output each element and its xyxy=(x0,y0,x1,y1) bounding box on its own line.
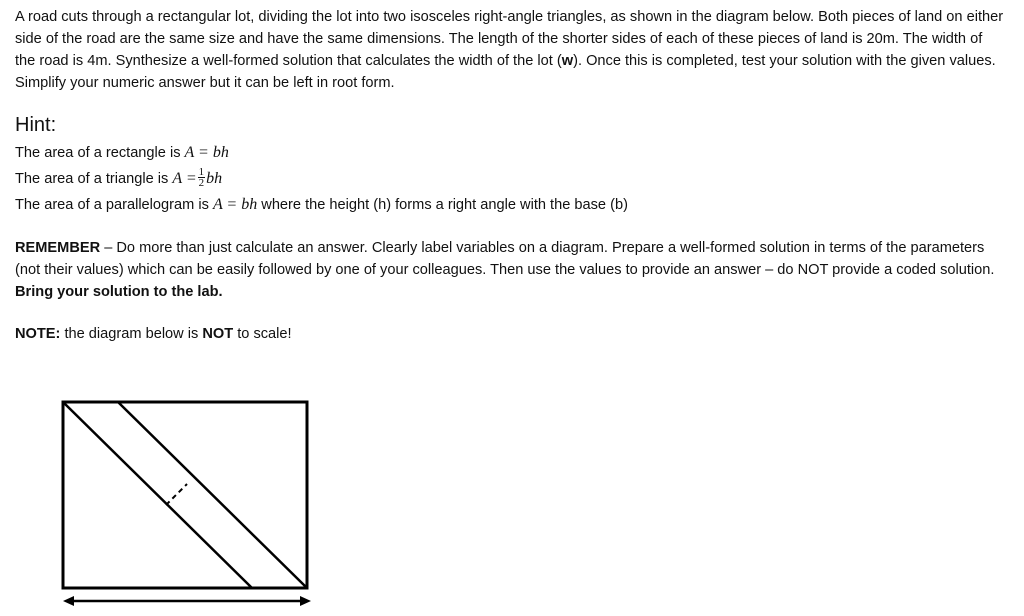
triangle-formula-lhs: A = xyxy=(172,170,197,187)
road-edge-left xyxy=(63,402,252,588)
one-half-fraction xyxy=(198,167,206,188)
road-width-dashed-line xyxy=(166,484,187,505)
road-edge-right xyxy=(118,402,307,588)
fraction-denominator: 2 xyxy=(198,176,205,189)
problem-text-part1: A road cuts through a rectangular lot, dividing the lot into two isosceles right-angle triangles, as shown in the diagram below. Both pieces of land on either side of the road are the same size and have the same dimensions. The length of the shorter sides of each of these pieces of land is 20m. The width of the road is 4m. Synthesize a well-formed solution that calculates the width of the lot ( xyxy=(15,9,1004,69)
hint-rectangle-line xyxy=(15,140,1005,166)
remember-label: REMEMBER xyxy=(15,240,101,256)
remember-bold-end: Bring your solution to the lab. xyxy=(15,284,223,300)
problem-text-part2: ). Once this is completed, test your solution with the given values. Simplify your numeric answer but it can be left in root form. xyxy=(15,53,996,91)
note-text-after: to scale! xyxy=(233,326,292,342)
rectangle-area-formula: A = bh xyxy=(184,144,229,161)
hint-triangle-line xyxy=(15,166,1005,192)
remember-paragraph xyxy=(15,237,1005,303)
note-text-before: the diagram below is xyxy=(60,326,203,342)
note-bold-not: NOT xyxy=(202,326,234,342)
road-lot-diagram xyxy=(55,395,325,611)
parallelogram-area-formula: A = bh xyxy=(212,196,258,213)
hint-rectangle-text: The area of a rectangle is xyxy=(15,145,185,161)
lot-width-arrowhead-left xyxy=(63,596,74,606)
hint-triangle-text: The area of a triangle is xyxy=(15,171,173,187)
lot-width-arrowhead-right xyxy=(300,596,311,606)
note-label: NOTE: xyxy=(15,326,61,342)
triangle-formula-rhs: bh xyxy=(206,170,223,187)
hint-parallelogram-line xyxy=(15,192,1005,218)
problem-w-variable: w xyxy=(561,53,574,69)
remember-text: – Do more than just calculate an answer. Clearly label variables on a diagram. Prepare a well-formed solution in terms of the parameters (not their values) which can be easily followed by one of your colleagues. Then use the values to provide an answer – do NOT provide a coded solution. xyxy=(15,240,995,278)
note-paragraph xyxy=(15,323,1005,345)
fraction-numerator: 1 xyxy=(198,165,205,178)
lot-rectangle xyxy=(63,402,307,588)
hint-heading: Hint: xyxy=(15,114,57,136)
triangle-area-formula xyxy=(172,165,223,189)
hint-parallelogram-text: The area of a parallelogram is xyxy=(15,197,213,213)
problem-statement xyxy=(15,6,1005,94)
hint-parallelogram-tail: where the height (h) forms a right angle with the base (b) xyxy=(257,197,628,213)
document-page xyxy=(15,6,1005,345)
